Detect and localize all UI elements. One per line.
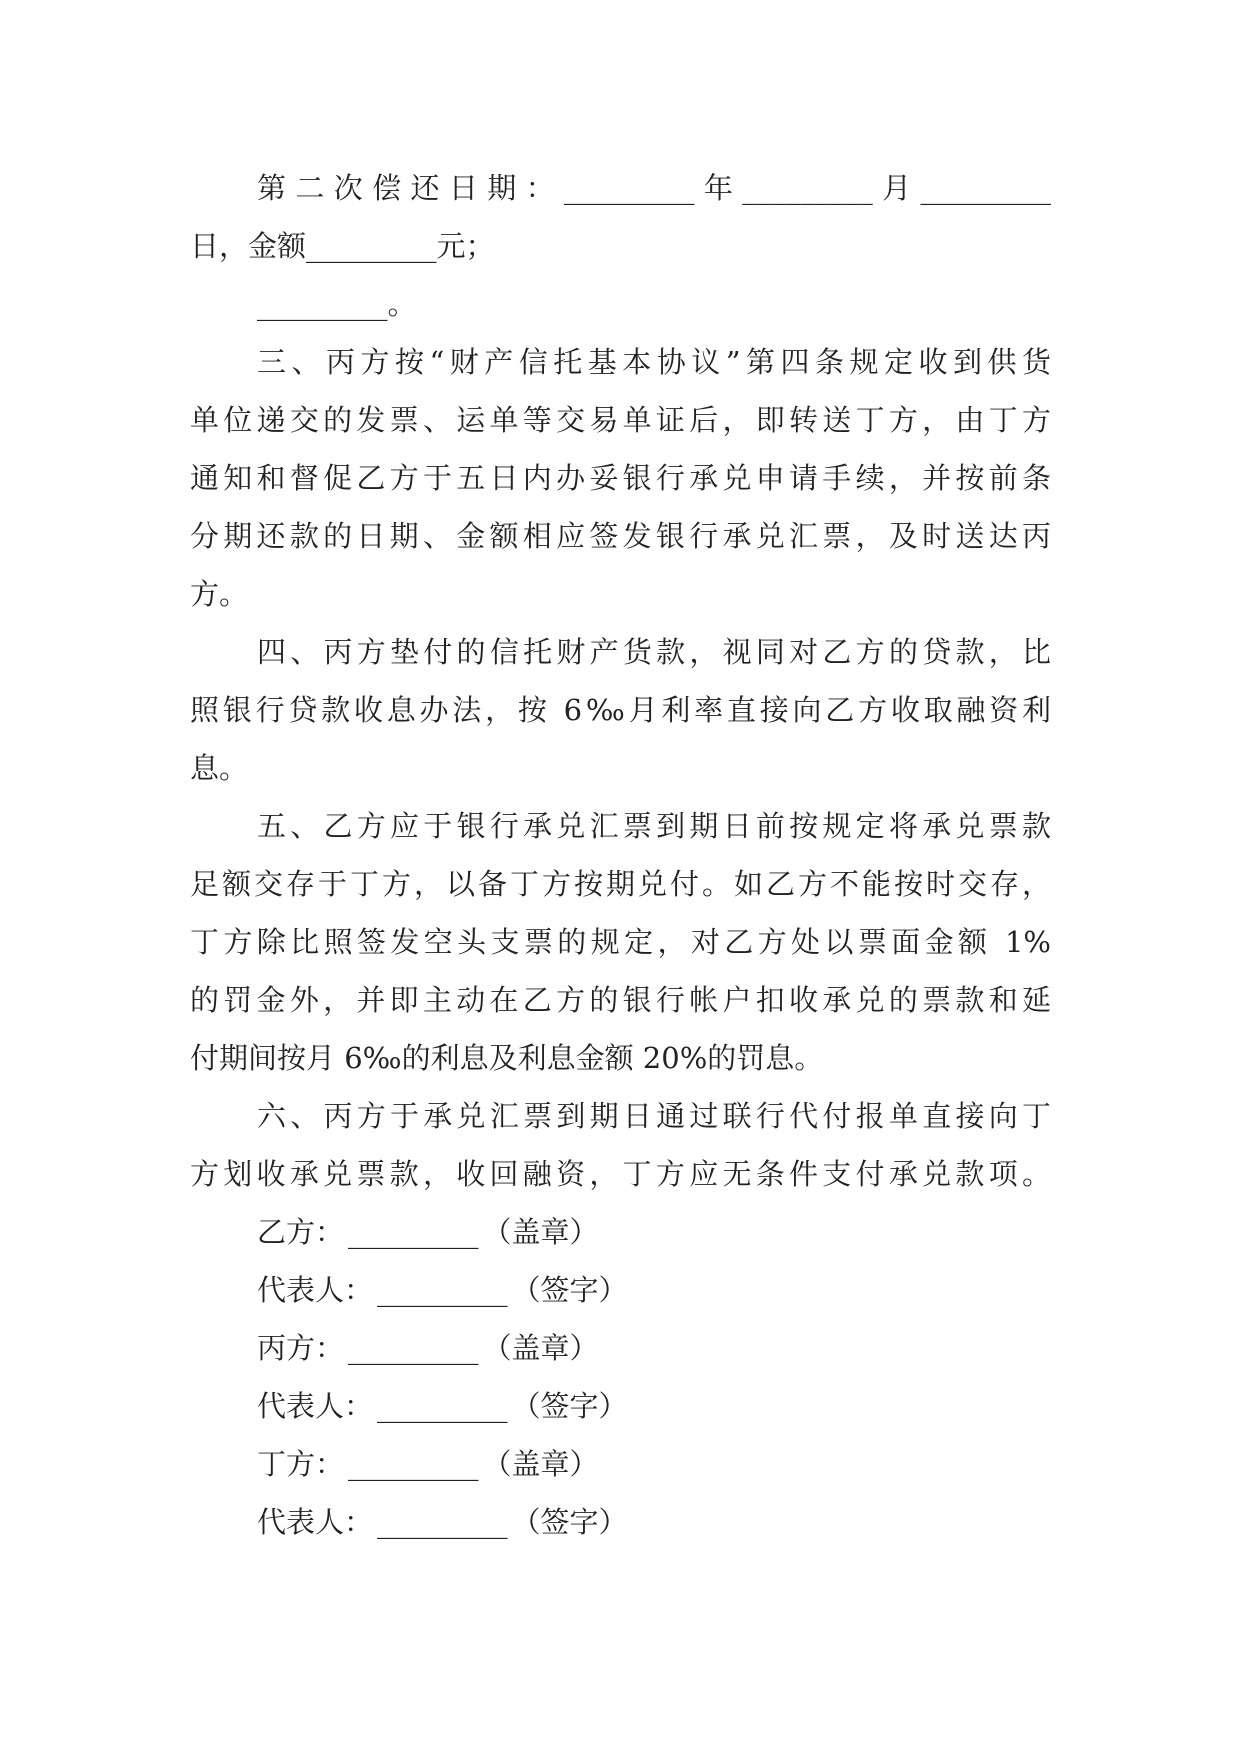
signature-party-b xyxy=(190,1203,1051,1261)
signature-label: 丁方： xyxy=(257,1447,345,1481)
clause-3-line: 单位递交的发票、运单等交易单证后，即转送丁方，由丁方 xyxy=(190,403,1051,437)
document-body xyxy=(190,159,1051,1551)
signature-note: （盖章） xyxy=(482,1215,599,1249)
clause-5-line: 五、乙方应于银行承兑汇票到期日前按规定将承兑票款 xyxy=(257,809,1051,843)
signature-representative-b xyxy=(190,1261,1051,1319)
signature-blank: _________ xyxy=(377,1389,508,1423)
signature-label: 代表人： xyxy=(257,1389,374,1423)
clause-3-line: 方。 xyxy=(190,577,249,611)
clause-3-line: 三、丙方按“财产信托基本协议”第四条规定收到供货 xyxy=(257,345,1051,379)
clause-4-line: 四、丙方垫付的信托财产货款，视同对乙方的贷款，比 xyxy=(257,635,1051,669)
clause-5-line: 丁方除比照签发空头支票的规定，对乙方处以票面金额 1% xyxy=(190,925,1051,959)
clause-5-line: 的罚金外，并即主动在乙方的银行帐户扣收承兑的票款和延 xyxy=(190,983,1051,1017)
signature-label: 丙方： xyxy=(257,1331,345,1365)
signature-representative-c xyxy=(190,1377,1051,1435)
signature-blank: _________ xyxy=(348,1331,479,1365)
clause-5-line: 足额交存于丁方，以备丁方按期兑付。如乙方不能按时交存， xyxy=(190,867,1051,901)
clause-5-line: 付期间按月 6‰的利息及利息金额 20%的罚息。 xyxy=(190,1041,824,1075)
signature-label: 代表人： xyxy=(257,1505,374,1539)
signature-note: （签字） xyxy=(511,1273,628,1307)
signature-label: 代表人： xyxy=(257,1273,374,1307)
clause-4-line: 照银行贷款收息办法，按 6‰月利率直接向乙方收取融资利 xyxy=(190,693,1051,727)
signature-blank: _________ xyxy=(348,1447,479,1481)
repayment-date-line: 第二次偿还日期：_________年_________月_________ xyxy=(257,171,1051,205)
signature-party-c xyxy=(190,1319,1051,1377)
signature-blank: _________ xyxy=(348,1215,479,1249)
signature-label: 乙方： xyxy=(257,1215,345,1249)
repayment-amount-line: 日，金额_________元； xyxy=(190,229,495,263)
clause-6-line: 方划收承兑票款，收回融资，丁方应无条件支付承兑款项。 xyxy=(190,1157,1051,1191)
signature-representative-d xyxy=(190,1493,1051,1551)
signature-blank: _________ xyxy=(377,1273,508,1307)
signature-note: （签字） xyxy=(511,1505,628,1539)
clause-3-line: 分期还款的日期、金额相应签发银行承兑汇票，及时送达丙 xyxy=(190,519,1051,553)
clause-4-line: 息。 xyxy=(190,751,249,785)
clause-3-line: 通知和督促乙方于五日内办妥银行承兑申请手续，并按前条 xyxy=(190,461,1051,495)
signature-note: （签字） xyxy=(511,1389,628,1423)
signature-note: （盖章） xyxy=(482,1447,599,1481)
signature-note: （盖章） xyxy=(482,1331,599,1365)
blank-line: _________。 xyxy=(257,287,417,321)
clause-6-line: 六、丙方于承兑汇票到期日通过联行代付报单直接向丁 xyxy=(257,1099,1051,1133)
signature-blank: _________ xyxy=(377,1505,508,1539)
signature-party-d xyxy=(190,1435,1051,1493)
